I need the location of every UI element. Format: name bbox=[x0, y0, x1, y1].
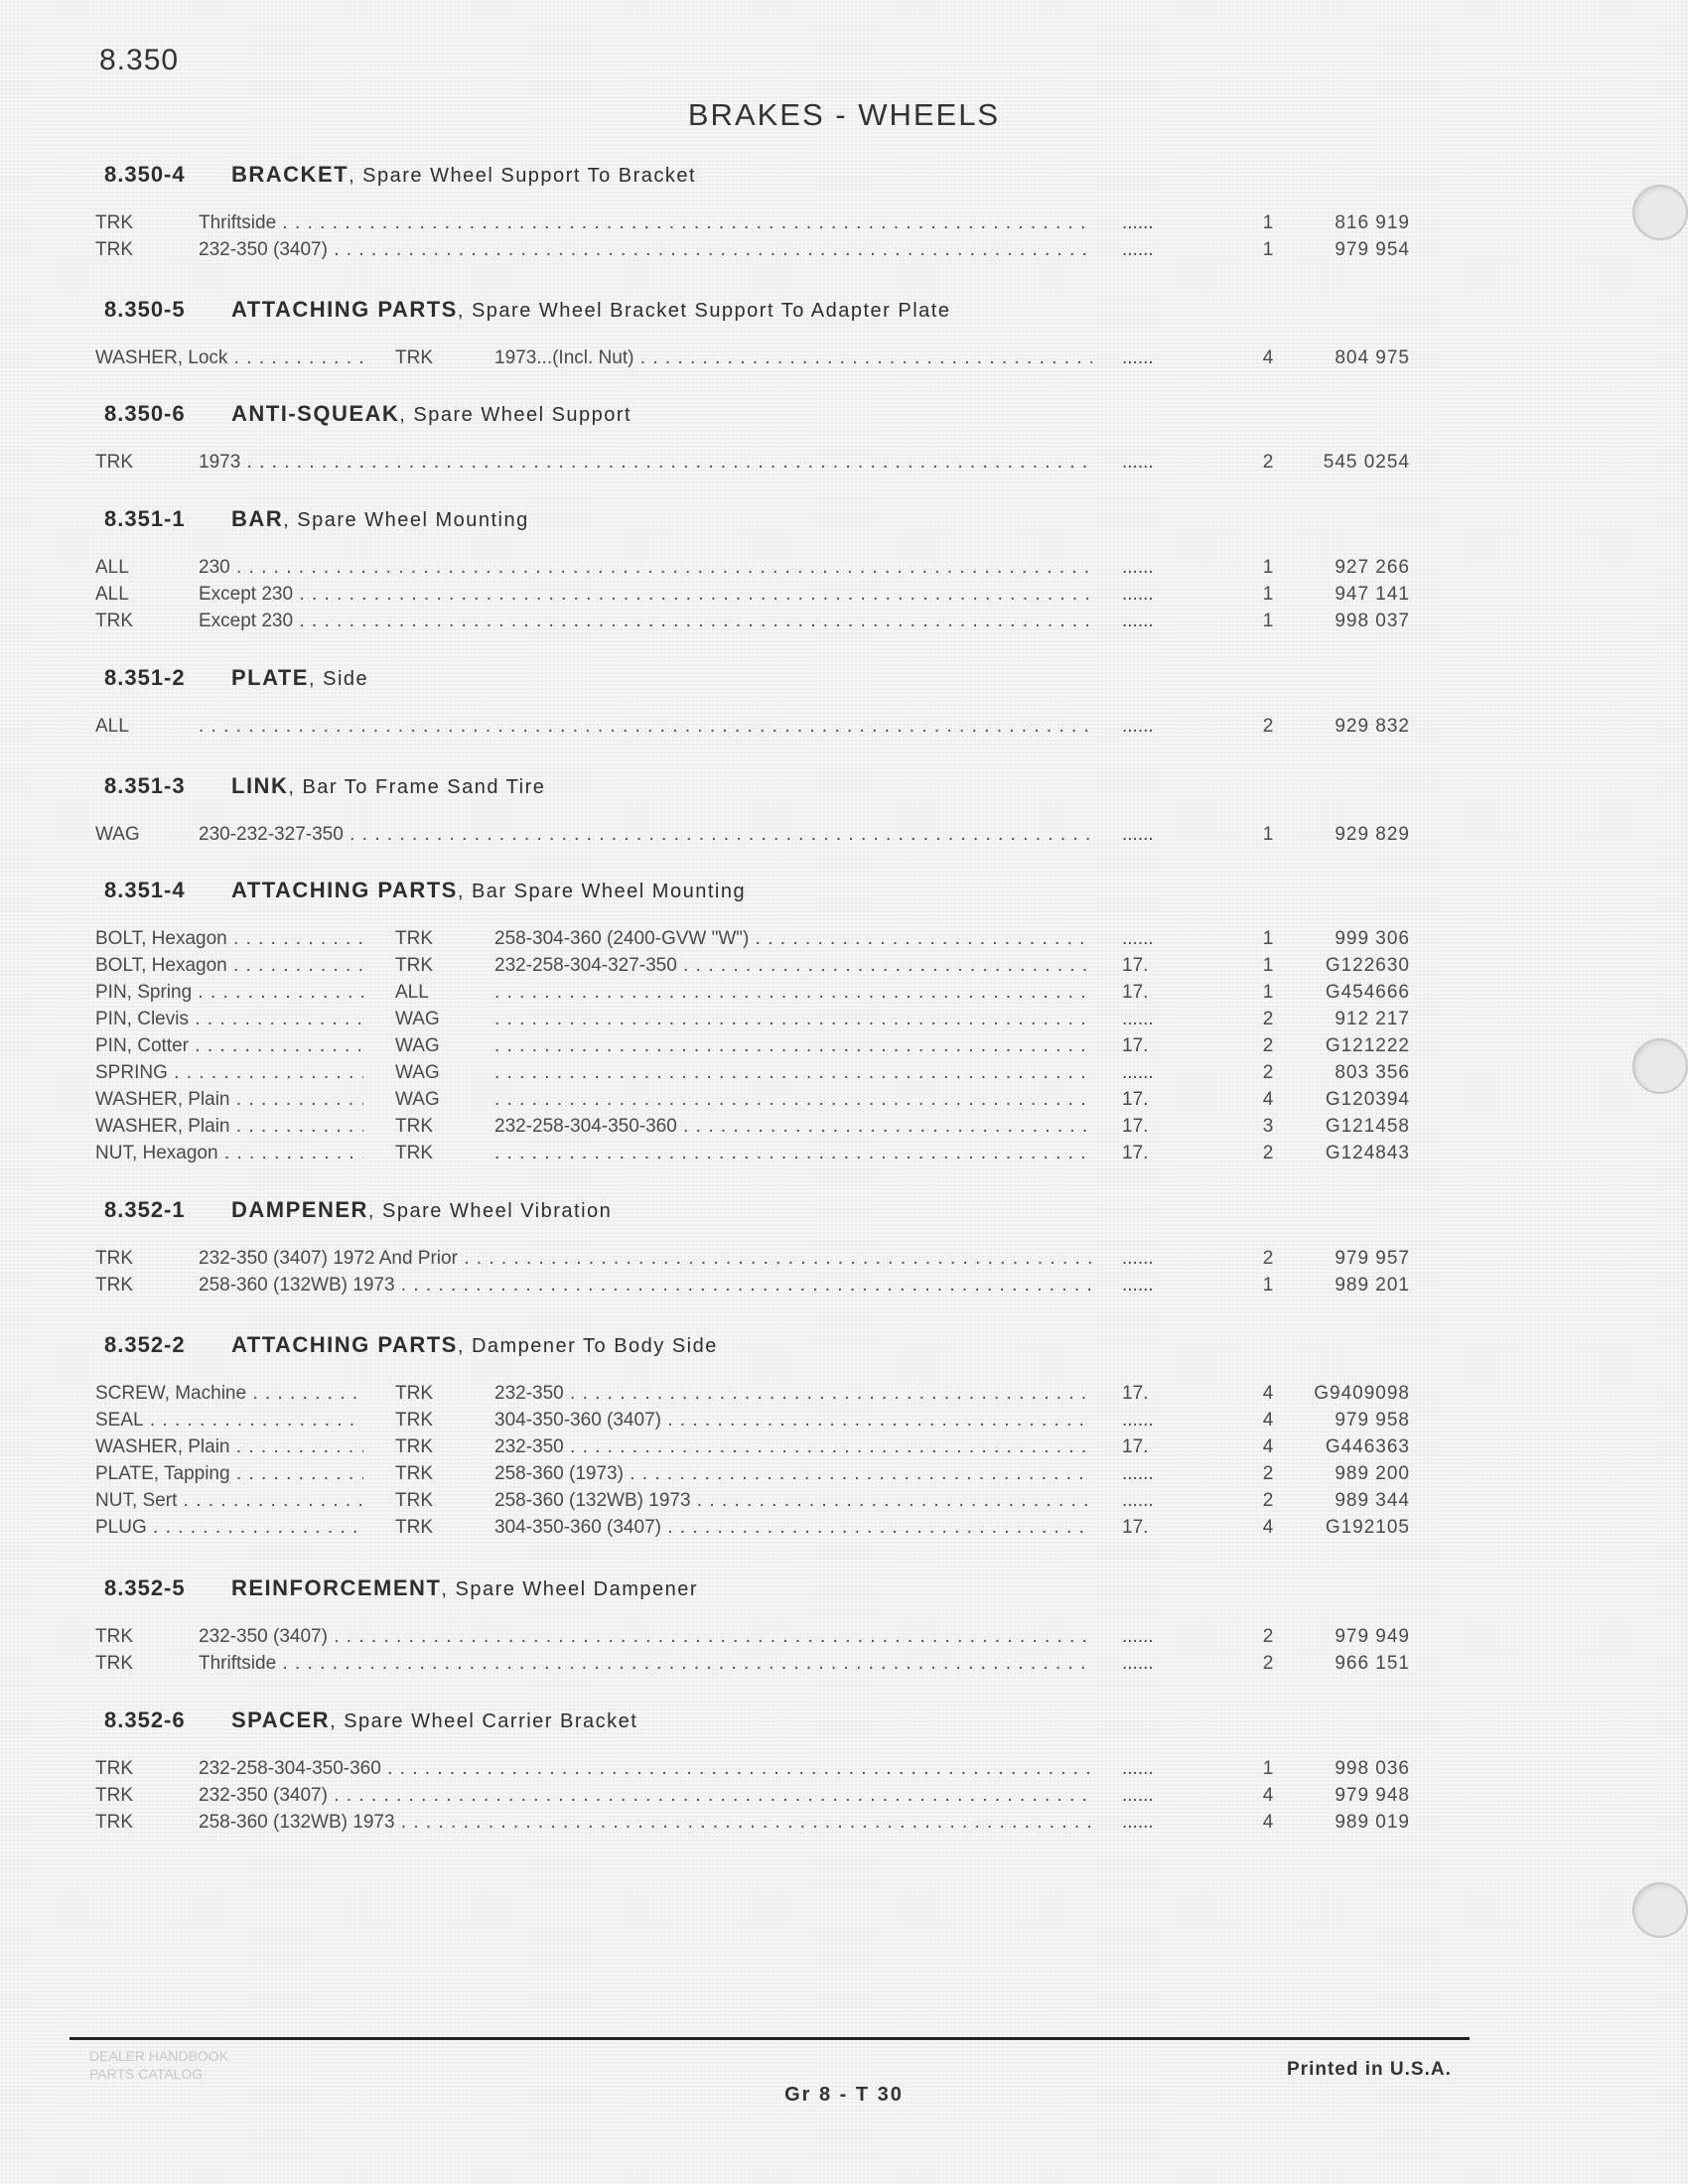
part-row bbox=[0, 1436, 1688, 1462]
part-number: G120394 bbox=[1325, 1089, 1410, 1110]
part-number: G9409098 bbox=[1314, 1383, 1410, 1404]
section-header bbox=[104, 665, 368, 691]
section-description: , Spare Wheel Support To Bracket bbox=[349, 165, 697, 187]
part-number: 989 201 bbox=[1335, 1275, 1410, 1296]
part-row bbox=[0, 982, 1688, 1008]
section-header bbox=[104, 1707, 637, 1733]
vehicle-type: TRK bbox=[95, 239, 133, 260]
quantity: 1 bbox=[1262, 982, 1274, 1003]
quantity: 4 bbox=[1262, 1383, 1274, 1404]
section-description: , Spare Wheel Carrier Bracket bbox=[330, 1710, 638, 1732]
vehicle-type: TRK bbox=[395, 1436, 433, 1457]
quantity: 2 bbox=[1262, 1143, 1274, 1163]
model-info: 258-360 (1973) . . . bbox=[494, 1463, 1092, 1485]
section-number: 8.350-5 bbox=[104, 297, 186, 322]
note-ref: ...... bbox=[1122, 1758, 1154, 1779]
section-name: ANTI-SQUEAK bbox=[231, 401, 400, 426]
quantity: 2 bbox=[1262, 1009, 1274, 1029]
part-row bbox=[0, 239, 1688, 265]
section-description: , Spare Wheel Dampener bbox=[441, 1578, 699, 1600]
section-name: REINFORCEMENT bbox=[231, 1575, 442, 1600]
part-row bbox=[0, 1035, 1688, 1061]
part-row bbox=[0, 611, 1688, 636]
quantity: 4 bbox=[1262, 1785, 1274, 1806]
part-row bbox=[0, 716, 1688, 742]
part-row bbox=[0, 557, 1688, 583]
section-description: , Dampener To Body Side bbox=[457, 1335, 718, 1357]
quantity: 2 bbox=[1262, 716, 1274, 737]
part-row bbox=[0, 1009, 1688, 1034]
vehicle-type: ALL bbox=[95, 584, 129, 605]
part-item: NUT, Hexagon . . . bbox=[95, 1143, 363, 1164]
section-header bbox=[104, 506, 529, 532]
part-item: WASHER, Plain . . . bbox=[95, 1089, 363, 1111]
quantity: 1 bbox=[1262, 239, 1274, 260]
quantity: 2 bbox=[1262, 1062, 1274, 1083]
vehicle-type: TRK bbox=[95, 1275, 133, 1296]
footer-page-ref: Gr 8 - T 30 bbox=[784, 2084, 904, 2106]
quantity: 4 bbox=[1262, 347, 1274, 368]
part-row bbox=[0, 928, 1688, 954]
part-row bbox=[0, 1812, 1688, 1838]
model-info: 258-304-360 (2400-GVW "W") . . . bbox=[494, 928, 1092, 950]
vehicle-type: TRK bbox=[95, 1248, 133, 1269]
quantity: 1 bbox=[1262, 1275, 1274, 1296]
note-ref: 17. bbox=[1122, 1089, 1149, 1110]
vehicle-type: TRK bbox=[95, 452, 133, 473]
section-header bbox=[104, 1332, 718, 1358]
section-description: , Spare Wheel Vibration bbox=[367, 1200, 613, 1222]
part-row bbox=[0, 1062, 1688, 1088]
quantity: 1 bbox=[1262, 928, 1274, 949]
page-number: 8.350 bbox=[99, 44, 180, 76]
part-item: WASHER, Plain . . . bbox=[95, 1116, 363, 1138]
note-ref: ...... bbox=[1122, 452, 1154, 473]
note-ref: 17. bbox=[1122, 982, 1149, 1003]
quantity: 1 bbox=[1262, 557, 1274, 578]
section-number: 8.352-1 bbox=[104, 1197, 186, 1222]
vehicle-type: ALL bbox=[95, 557, 129, 578]
part-item: SPRING . . . bbox=[95, 1062, 363, 1084]
part-number: 999 306 bbox=[1335, 928, 1410, 949]
part-item: PLATE, Tapping . . . bbox=[95, 1463, 363, 1485]
part-row bbox=[0, 1248, 1688, 1274]
part-number: 803 356 bbox=[1335, 1062, 1410, 1083]
section-header bbox=[104, 1575, 698, 1601]
section-number: 8.350-4 bbox=[104, 162, 186, 187]
footer-faint-text: DEALER HANDBOOK PARTS CATALOG bbox=[89, 2048, 229, 2082]
vehicle-type: TRK bbox=[95, 1758, 133, 1779]
vehicle-type: TRK bbox=[395, 955, 433, 976]
section-header bbox=[104, 401, 632, 427]
note-ref: ...... bbox=[1122, 928, 1154, 949]
model-info: Thriftside . . . bbox=[199, 1653, 1092, 1675]
vehicle-type: WAG bbox=[395, 1089, 440, 1110]
vehicle-type: TRK bbox=[95, 212, 133, 233]
quantity: 1 bbox=[1262, 212, 1274, 233]
section-name: ATTACHING PARTS bbox=[231, 1332, 458, 1357]
vehicle-type: WAG bbox=[395, 1062, 440, 1083]
part-number: 979 948 bbox=[1335, 1785, 1410, 1806]
part-number: G124843 bbox=[1325, 1143, 1410, 1163]
quantity: 2 bbox=[1262, 1653, 1274, 1674]
section-number: 8.352-6 bbox=[104, 1707, 186, 1732]
note-ref: 17. bbox=[1122, 1383, 1149, 1404]
model-info: 232-350 (3407) . . . bbox=[199, 1626, 1092, 1648]
section-description: , Bar Spare Wheel Mounting bbox=[457, 881, 747, 902]
part-item: NUT, Sert . . . bbox=[95, 1490, 363, 1512]
model-info: 232-350 . . . bbox=[494, 1436, 1092, 1458]
section-description: , Spare Wheel Bracket Support To Adapter Plate bbox=[457, 300, 951, 322]
vehicle-type: TRK bbox=[395, 1410, 433, 1431]
section-description: , Side bbox=[308, 668, 369, 690]
note-ref: ...... bbox=[1122, 239, 1154, 260]
note-ref: ...... bbox=[1122, 212, 1154, 233]
model-info: 230-232-327-350 . . . bbox=[199, 824, 1092, 846]
part-row bbox=[0, 1758, 1688, 1784]
part-number: 966 151 bbox=[1335, 1653, 1410, 1674]
part-number: 979 954 bbox=[1335, 239, 1410, 260]
vehicle-type: TRK bbox=[395, 1517, 433, 1538]
quantity: 1 bbox=[1262, 611, 1274, 631]
note-ref: ...... bbox=[1122, 584, 1154, 605]
note-ref: ...... bbox=[1122, 1653, 1154, 1674]
part-row bbox=[0, 1383, 1688, 1409]
part-row bbox=[0, 1089, 1688, 1115]
vehicle-type: TRK bbox=[95, 1653, 133, 1674]
quantity: 2 bbox=[1262, 1035, 1274, 1056]
section-name: DAMPENER bbox=[231, 1197, 368, 1222]
part-number: 927 266 bbox=[1335, 557, 1410, 578]
note-ref: 17. bbox=[1122, 1436, 1149, 1457]
vehicle-type: WAG bbox=[395, 1009, 440, 1029]
part-number: G454666 bbox=[1325, 982, 1410, 1003]
part-number: G121458 bbox=[1325, 1116, 1410, 1137]
quantity: 2 bbox=[1262, 1490, 1274, 1511]
part-number: 989 344 bbox=[1335, 1490, 1410, 1511]
quantity: 1 bbox=[1262, 1758, 1274, 1779]
note-ref: ...... bbox=[1122, 1275, 1154, 1296]
part-row bbox=[0, 1490, 1688, 1516]
vehicle-type: ALL bbox=[95, 716, 129, 737]
part-item: SCREW, Machine . . . bbox=[95, 1383, 363, 1405]
part-item: PIN, Spring . . . bbox=[95, 982, 363, 1004]
section-number: 8.351-1 bbox=[104, 506, 186, 531]
quantity: 4 bbox=[1262, 1517, 1274, 1538]
part-number: 947 141 bbox=[1335, 584, 1410, 605]
section-number: 8.352-5 bbox=[104, 1575, 186, 1600]
part-row bbox=[0, 584, 1688, 610]
part-row bbox=[0, 824, 1688, 850]
footer-rule bbox=[70, 2037, 1470, 2040]
model-info bbox=[494, 1143, 1092, 1164]
model-info: Thriftside . . . bbox=[199, 212, 1092, 234]
vehicle-type: TRK bbox=[395, 928, 433, 949]
part-item: BOLT, Hexagon . . . bbox=[95, 928, 363, 950]
section-name: BAR bbox=[231, 506, 284, 531]
part-item: WASHER, Plain . . . bbox=[95, 1436, 363, 1458]
vehicle-type: TRK bbox=[395, 1490, 433, 1511]
vehicle-type: TRK bbox=[95, 1812, 133, 1833]
part-row bbox=[0, 1410, 1688, 1435]
section-number: 8.352-2 bbox=[104, 1332, 186, 1357]
part-row bbox=[0, 1143, 1688, 1168]
quantity: 1 bbox=[1262, 955, 1274, 976]
part-row bbox=[0, 1626, 1688, 1652]
part-number: 929 829 bbox=[1335, 824, 1410, 845]
part-item: BOLT, Hexagon . . . bbox=[95, 955, 363, 977]
note-ref: ...... bbox=[1122, 1785, 1154, 1806]
quantity: 4 bbox=[1262, 1089, 1274, 1110]
note-ref: ...... bbox=[1122, 1410, 1154, 1431]
part-number: 912 217 bbox=[1335, 1009, 1410, 1029]
note-ref: ...... bbox=[1122, 1812, 1154, 1833]
note-ref: 17. bbox=[1122, 1035, 1149, 1056]
quantity: 4 bbox=[1262, 1812, 1274, 1833]
vehicle-type: TRK bbox=[395, 1463, 433, 1484]
section-name: ATTACHING PARTS bbox=[231, 297, 458, 322]
section-description: , Bar To Frame Sand Tire bbox=[288, 776, 546, 798]
page-title: BRAKES - WHEELS bbox=[687, 97, 1001, 132]
model-info: 1973...(Incl. Nut) . . . bbox=[494, 347, 1092, 369]
part-number: 998 037 bbox=[1335, 611, 1410, 631]
part-row bbox=[0, 1463, 1688, 1489]
note-ref: ...... bbox=[1122, 1009, 1154, 1029]
model-info bbox=[494, 1009, 1092, 1030]
note-ref: ...... bbox=[1122, 1062, 1154, 1083]
vehicle-type: TRK bbox=[395, 1383, 433, 1404]
section-number: 8.351-4 bbox=[104, 878, 186, 902]
section-name: PLATE bbox=[231, 665, 309, 690]
part-number: 804 975 bbox=[1335, 347, 1410, 368]
part-number: G122630 bbox=[1325, 955, 1410, 976]
note-ref: ...... bbox=[1122, 1626, 1154, 1647]
vehicle-type: TRK bbox=[95, 1785, 133, 1806]
note-ref: 17. bbox=[1122, 1517, 1149, 1538]
model-info: Except 230 . . . bbox=[199, 611, 1092, 632]
note-ref: 17. bbox=[1122, 955, 1149, 976]
part-row bbox=[0, 955, 1688, 981]
note-ref: ...... bbox=[1122, 1463, 1154, 1484]
part-row bbox=[0, 1116, 1688, 1142]
part-number: G446363 bbox=[1325, 1436, 1410, 1457]
model-info: 232-258-304-350-360 . . . bbox=[199, 1758, 1092, 1780]
section-description: , Spare Wheel Mounting bbox=[283, 509, 529, 531]
part-row bbox=[0, 1517, 1688, 1543]
note-ref: ...... bbox=[1122, 1248, 1154, 1269]
model-info: 232-258-304-327-350 . . . bbox=[494, 955, 1092, 977]
part-number: 545 0254 bbox=[1323, 452, 1410, 473]
section-description: , Spare Wheel Support bbox=[399, 404, 633, 426]
quantity: 2 bbox=[1262, 1248, 1274, 1269]
quantity: 2 bbox=[1262, 1463, 1274, 1484]
section-number: 8.351-3 bbox=[104, 773, 186, 798]
model-info: 232-350 (3407) . . . bbox=[199, 1785, 1092, 1807]
part-item: SEAL . . . bbox=[95, 1410, 363, 1432]
part-row bbox=[0, 1785, 1688, 1811]
vehicle-type: TRK bbox=[395, 1143, 433, 1163]
part-number: 929 832 bbox=[1335, 716, 1410, 737]
note-ref: ...... bbox=[1122, 347, 1154, 368]
punch-hole-top bbox=[1632, 185, 1688, 240]
model-info bbox=[494, 982, 1092, 1004]
model-info bbox=[494, 1089, 1092, 1111]
note-ref: ...... bbox=[1122, 716, 1154, 737]
model-info: Except 230 . . . bbox=[199, 584, 1092, 606]
section-header bbox=[104, 1197, 612, 1223]
section-name: LINK bbox=[231, 773, 289, 798]
section-header bbox=[104, 162, 696, 188]
model-info: 258-360 (132WB) 1973 . . . bbox=[199, 1812, 1092, 1834]
quantity: 1 bbox=[1262, 824, 1274, 845]
part-row bbox=[0, 452, 1688, 478]
punch-hole-bottom bbox=[1632, 1882, 1688, 1938]
part-item: PIN, Clevis . . . bbox=[95, 1009, 363, 1030]
model-info: 232-258-304-350-360 . . . bbox=[494, 1116, 1092, 1138]
part-number: 989 019 bbox=[1335, 1812, 1410, 1833]
quantity: 4 bbox=[1262, 1410, 1274, 1431]
model-info bbox=[494, 1035, 1092, 1057]
part-item: WASHER, Lock . . . bbox=[95, 347, 363, 369]
note-ref: ...... bbox=[1122, 824, 1154, 845]
quantity: 3 bbox=[1262, 1116, 1274, 1137]
note-ref: ...... bbox=[1122, 1490, 1154, 1511]
section-header bbox=[104, 878, 746, 903]
part-number: 998 036 bbox=[1335, 1758, 1410, 1779]
note-ref: 17. bbox=[1122, 1143, 1149, 1163]
section-name: SPACER bbox=[231, 1707, 331, 1732]
model-info: 232-350 (3407) 1972 And Prior . . . bbox=[199, 1248, 1092, 1270]
part-row bbox=[0, 212, 1688, 238]
punch-hole-middle bbox=[1632, 1038, 1688, 1094]
model-info: 232-350 (3407) . . . bbox=[199, 239, 1092, 261]
note-ref: ...... bbox=[1122, 611, 1154, 631]
vehicle-type: TRK bbox=[95, 1626, 133, 1647]
section-number: 8.351-2 bbox=[104, 665, 186, 690]
model-info: 258-360 (132WB) 1973 . . . bbox=[494, 1490, 1092, 1512]
part-row bbox=[0, 1275, 1688, 1300]
model-info: 232-350 . . . bbox=[494, 1383, 1092, 1405]
part-number: 989 200 bbox=[1335, 1463, 1410, 1484]
quantity: 2 bbox=[1262, 1626, 1274, 1647]
model-info: 258-360 (132WB) 1973 . . . bbox=[199, 1275, 1092, 1297]
part-row bbox=[0, 1653, 1688, 1679]
model-info: 1973 . . . bbox=[199, 452, 1092, 474]
part-number: 979 957 bbox=[1335, 1248, 1410, 1269]
model-info: 304-350-360 (3407) . . . bbox=[494, 1517, 1092, 1539]
quantity: 1 bbox=[1262, 584, 1274, 605]
vehicle-type: WAG bbox=[95, 824, 140, 845]
quantity: 2 bbox=[1262, 452, 1274, 473]
section-header bbox=[104, 773, 545, 799]
note-ref: ...... bbox=[1122, 557, 1154, 578]
vehicle-type: WAG bbox=[395, 1035, 440, 1056]
model-info: 230 . . . bbox=[199, 557, 1092, 579]
section-name: BRACKET bbox=[231, 162, 350, 187]
section-name: ATTACHING PARTS bbox=[231, 878, 458, 902]
model-info: 304-350-360 (3407) . . . bbox=[494, 1410, 1092, 1432]
part-number: 816 919 bbox=[1335, 212, 1410, 233]
part-number: G192105 bbox=[1325, 1517, 1410, 1538]
model-info bbox=[199, 716, 1092, 738]
part-item: PIN, Cotter . . . bbox=[95, 1035, 363, 1057]
part-item: PLUG . . . bbox=[95, 1517, 363, 1539]
part-row bbox=[0, 347, 1688, 373]
section-header bbox=[104, 297, 950, 323]
part-number: 979 958 bbox=[1335, 1410, 1410, 1431]
part-number: G121222 bbox=[1325, 1035, 1410, 1056]
model-info bbox=[494, 1062, 1092, 1084]
vehicle-type: TRK bbox=[395, 347, 433, 368]
quantity: 4 bbox=[1262, 1436, 1274, 1457]
section-number: 8.350-6 bbox=[104, 401, 186, 426]
vehicle-type: TRK bbox=[395, 1116, 433, 1137]
note-ref: 17. bbox=[1122, 1116, 1149, 1137]
vehicle-type: TRK bbox=[95, 611, 133, 631]
printed-in-usa: Printed in U.S.A. bbox=[1287, 2059, 1452, 2080]
vehicle-type: ALL bbox=[395, 982, 429, 1003]
part-number: 979 949 bbox=[1335, 1626, 1410, 1647]
